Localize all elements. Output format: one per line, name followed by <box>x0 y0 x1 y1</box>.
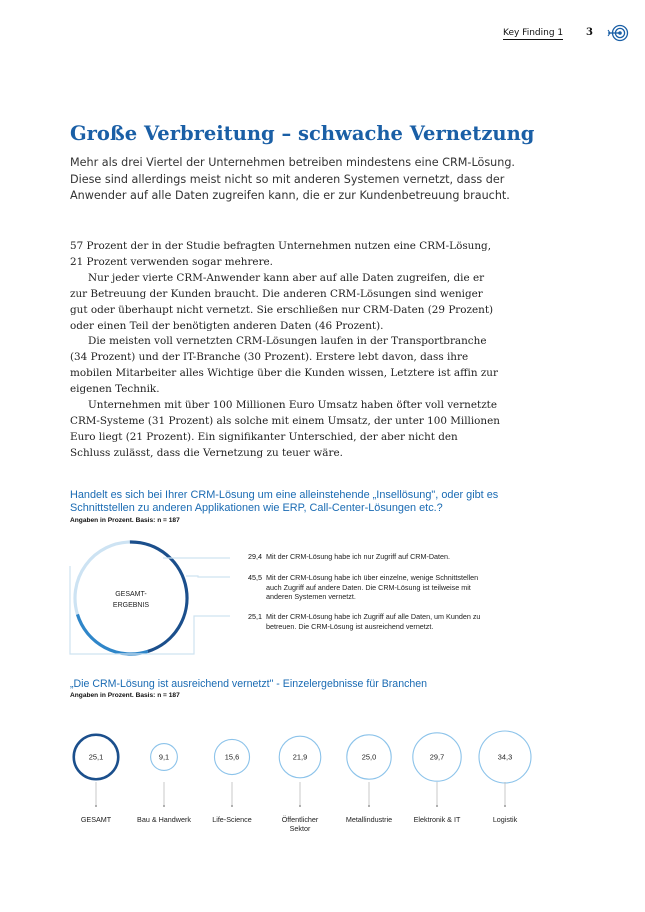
bubble-connector-dot-7 <box>504 805 506 807</box>
bubble-value-1: 25,1 <box>88 752 104 762</box>
bubble-value-7: 34,3 <box>497 752 513 762</box>
bubble-connector-dot-3 <box>231 805 233 807</box>
donut-chart-note: Angaben in Prozent. Basis: n = 187 <box>70 517 180 524</box>
donut-center-label-line-2: ERGEBNIS <box>112 602 150 609</box>
bubble-category-label-6-line-1: Elektronik & IT <box>413 815 461 824</box>
bubble-value-4: 21,9 <box>292 752 308 762</box>
bubble-chart-title: „Die CRM-Lösung ist ausreichend vernetzt" - Einzelergebnisse für Branchen <box>70 678 428 690</box>
legend-text-3: Mit der CRM-Lösung habe ich Zugriff auf alle Daten, um Kunden zu betreuen. Die CRM-Lösung ist ausreichend vernetzt. <box>266 612 481 631</box>
bubble-connector-dot-1 <box>95 805 97 807</box>
bubble-value-3: 15,6 <box>224 752 240 762</box>
bubble-value-2: 9,1 <box>158 752 170 762</box>
page-number: 3 <box>586 27 593 38</box>
bubble-category-label-4 <box>260 815 340 833</box>
bubble-category-label-4-line-2: Sektor <box>289 824 311 833</box>
body-paragraph-3: Die meisten voll vernetzten CRM-Lösungen laufen in der Transportbranche (34 Prozent) und der IT-Branche (30 Prozent). Erstere lebt davon, dass ihre mobilen Mitarbeiter alles Wichtige über die Kunden wissen, Letztere ist affin zur eigenen Technik. <box>70 335 498 396</box>
bubble-category-label-3-line-1: Life-Science <box>212 815 252 824</box>
bubble-category-label-5-line-1: Metallindustrie <box>345 815 393 824</box>
legend-text-1: Mit der CRM-Lösung habe ich nur Zugriff auf CRM-Daten. <box>266 552 451 561</box>
bubble-category-label-7 <box>465 815 545 824</box>
donut-center-label-line-1: GESAMT- <box>115 591 147 598</box>
body-paragraph-4: Unternehmen mit über 100 Millionen Euro Umsatz haben öfter voll vernetzte CRM-Systeme (31 Prozent) als solche mit einem Umsatz, der unter 100 Millionen Euro liegt (21 Prozent). Ein signifikanter Unterschied, der aber nicht den Schluss zulässt, dass die Vernetzung zu teuer wäre. <box>70 399 500 459</box>
bubble-connector-dot-4 <box>299 805 301 807</box>
bubble-connector-dot-2 <box>163 805 165 807</box>
bubble-category-label-1-line-1: GESAMT <box>80 815 112 824</box>
body-paragraph-1: 57 Prozent der in der Studie befragten Unternehmen nutzen eine CRM-Lösung, 21 Prozent verwenden sogar mehrere. <box>70 240 491 268</box>
bubble-category-label-4-line-1: Öffentlicher <box>281 815 319 824</box>
section-label: Key Finding 1 <box>503 28 564 38</box>
bubble-category-label-7-line-1: Logistik <box>492 815 518 824</box>
bubble-connector-dot-5 <box>368 805 370 807</box>
legend-value-3: 25,1 <box>248 612 262 621</box>
bubble-value-6: 29,7 <box>429 752 445 762</box>
donut-chart-title: Handelt es sich bei Ihrer CRM-Lösung um eine alleinstehende „Insellösung", oder gibt es Schnittstellen zu anderen Applikationen wie ERP, Call-Center-Lösungen etc.? <box>70 489 499 514</box>
bubble-category-label-2-line-1: Bau & Handwerk <box>137 815 191 824</box>
bubble-chart-note: Angaben in Prozent. Basis: n = 187 <box>70 692 180 699</box>
bubble-connector-dot-6 <box>436 805 438 807</box>
legend-value-1: 29,4 <box>248 552 262 561</box>
bubble-value-5: 25,0 <box>361 752 377 762</box>
body-paragraph-2: Nur jeder vierte CRM-Anwender kann aber auf alle Daten zugreifen, die er zur Betreuung der Kunden braucht. Die anderen CRM-Lösungen sind weniger gut oder überhaupt nicht vernetzt. Sie erschließen nur CRM-Daten (29 Prozent) oder einen Teil der benötigten anderen Daten (46 Prozent). <box>70 271 494 332</box>
page-title: Große Verbreitung – schwache Vernetzung <box>70 122 535 145</box>
lead-paragraph: Mehr als drei Viertel der Unternehmen betreiben mindestens eine CRM-Lösung. Diese sind allerdings meist nicht so mit anderen Systemen vernetzt, dass der Anwender auf alle Daten zugreifen kann, die er zur Kundenbetreuung braucht. <box>70 156 515 202</box>
legend-text-2: Mit der CRM-Lösung habe ich über einzelne, wenige Schnittstellen auch Zugriff auf andere Daten. Die CRM-Lösung ist teilweise mit anderen Systemen vernetzt. <box>266 573 479 601</box>
legend-value-2: 45,5 <box>248 573 262 582</box>
